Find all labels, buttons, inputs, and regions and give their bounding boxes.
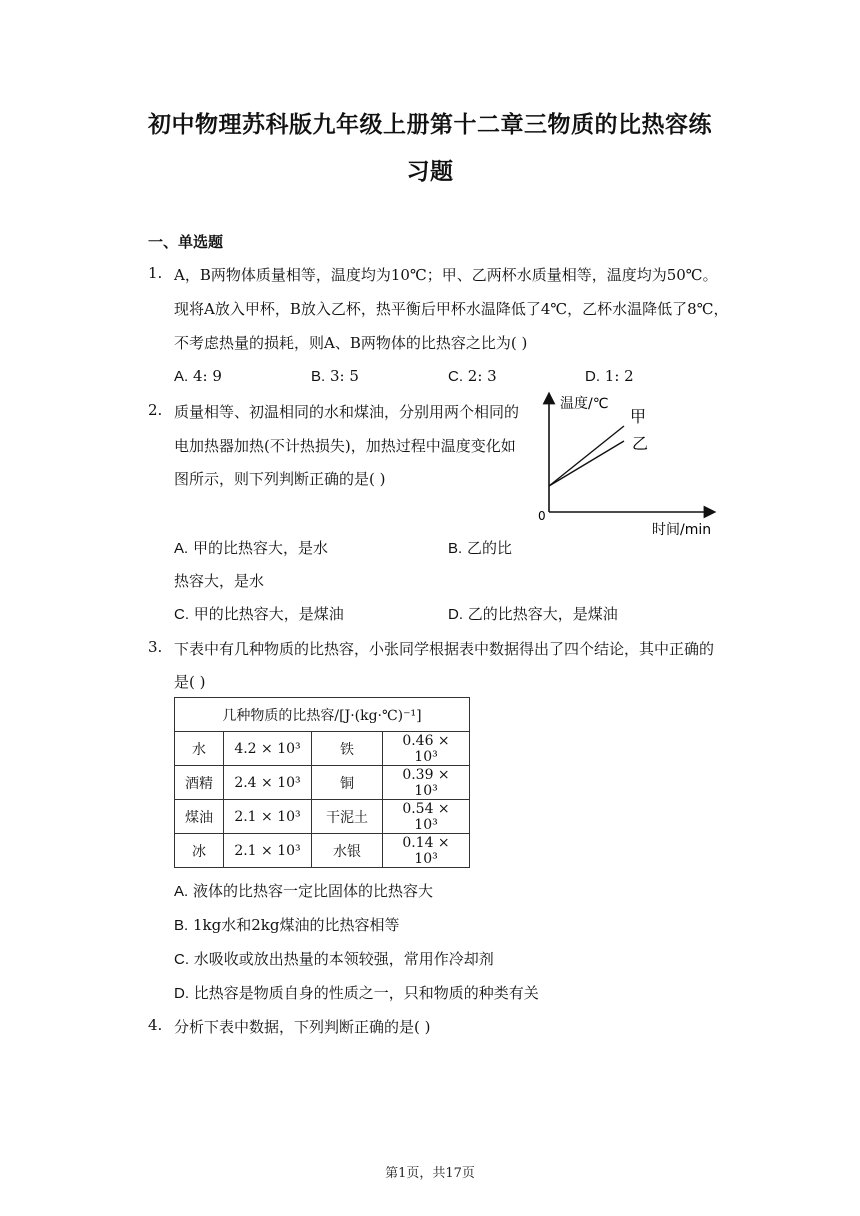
table-cell: 2.4 × 10³ [224, 766, 312, 800]
option-text: 3: 5 [329, 367, 359, 385]
question-2-line: 质量相等、初温相同的水和煤油，分别用两个相同的 [174, 403, 520, 421]
option-label: A. [174, 540, 189, 557]
series-label: 乙 [632, 434, 649, 453]
origin-label: 0 [538, 509, 546, 523]
specific-heat-table [174, 697, 470, 868]
table-cell: 0.46 × 10³ [383, 732, 470, 766]
option-text: 比热容是物质自身的性质之一，只和物质的种类有关 [193, 984, 539, 1002]
table-cell: 冰 [175, 834, 224, 868]
question-3-number: 3. [148, 638, 163, 656]
question-1-option-d[interactable] [585, 367, 634, 385]
option-label: D. [585, 368, 600, 385]
option-label: D. [174, 985, 189, 1002]
option-label: D. [448, 606, 463, 623]
question-2-option-a[interactable] [174, 537, 328, 558]
table-row [175, 732, 470, 766]
page-footer: 第1页，共17页 [385, 1166, 475, 1181]
series-line-yi [549, 441, 624, 486]
table-cell: 干泥土 [312, 800, 383, 834]
option-label: A. [174, 883, 189, 900]
question-3-line: 下表中有几种物质的比热容，小张同学根据表中数据得出了四个结论，其中正确的 [174, 640, 715, 658]
question-2-line: 图所示，则下列判断正确的是( ) [174, 470, 386, 488]
question-3-line: 是( ) [174, 673, 206, 691]
question-2-option-d[interactable] [448, 603, 618, 624]
table-header-cell: 几种物质的比热容/[J·(kg·℃)⁻¹] [175, 698, 470, 732]
question-4-line: 分析下表中数据，下列判断正确的是( ) [174, 1018, 431, 1036]
table-cell: 2.1 × 10³ [224, 800, 312, 834]
page-title: 初中物理苏科版九年级上册第十二章三物质的比热容练 [148, 111, 712, 138]
section-heading: 一、单选题 [148, 233, 224, 251]
series-line-jia [549, 426, 624, 486]
option-text: 1kg水和2kg煤油的比热容相等 [192, 916, 400, 934]
question-2-line: 电加热器加热(不计热损失)，加热过程中温度变化如 [174, 437, 516, 455]
question-2-option-c[interactable] [174, 603, 344, 624]
table-cell: 0.39 × 10³ [383, 766, 470, 800]
option-label: B. [174, 917, 189, 934]
option-text: 甲的比热容大，是煤油 [193, 605, 344, 623]
question-2-option-b-continued: 热容大，是水 [174, 572, 265, 590]
option-text: 乙的比 [466, 539, 512, 557]
temperature-time-chart [530, 390, 720, 540]
table-cell: 0.14 × 10³ [383, 834, 470, 868]
question-2-number: 2. [148, 401, 163, 419]
table-cell: 水 [175, 732, 224, 766]
option-label: C. [174, 951, 189, 968]
option-label: C. [448, 368, 463, 385]
y-axis-label: 温度/℃ [560, 396, 609, 412]
table-cell: 2.1 × 10³ [224, 834, 312, 868]
question-1-number: 1. [148, 264, 163, 282]
option-text: 2: 3 [467, 367, 497, 385]
option-text: 甲的比热容大，是水 [192, 539, 328, 557]
option-text: 乙的比热容大，是煤油 [467, 605, 618, 623]
question-3-option-c[interactable] [174, 948, 494, 969]
table-row [175, 800, 470, 834]
question-1-option-a[interactable] [174, 367, 222, 385]
table-cell: 煤油 [175, 800, 224, 834]
table-cell: 铁 [312, 732, 383, 766]
option-text: 液体的比热容一定比固体的比热容大 [192, 882, 433, 900]
option-text: 1: 2 [604, 367, 634, 385]
option-label: A. [174, 368, 189, 385]
question-3-option-a[interactable] [174, 880, 433, 901]
series-label: 甲 [630, 407, 647, 426]
option-label: B. [311, 368, 326, 385]
table-cell: 4.2 × 10³ [224, 732, 312, 766]
table-row [175, 834, 470, 868]
question-4-number: 4. [148, 1016, 163, 1034]
question-3-option-d[interactable] [174, 982, 539, 1003]
table-row [175, 766, 470, 800]
question-1-option-c[interactable] [448, 367, 497, 385]
table-cell: 铜 [312, 766, 383, 800]
page-title-line2: 习题 [406, 158, 454, 185]
table-header-row [175, 698, 470, 732]
question-1-line: A，B两物体质量相等，温度均为10℃；甲、乙两杯水质量相等，温度均为50℃。 [174, 266, 718, 284]
option-label: B. [448, 540, 463, 557]
option-text: 4: 9 [192, 367, 222, 385]
option-label: C. [174, 606, 189, 623]
table-cell: 酒精 [175, 766, 224, 800]
x-axis-label: 时间/min [652, 522, 712, 538]
table-cell: 0.54 × 10³ [383, 800, 470, 834]
question-1-line: 不考虑热量的损耗，则A、B两物体的比热容之比为( ) [174, 334, 528, 352]
question-1-line: 现将A放入甲杯，B放入乙杯，热平衡后甲杯水温降低了4℃，乙杯水温降低了8℃， [174, 300, 729, 318]
option-text: 水吸收或放出热量的本领较强，常用作冷却剂 [193, 950, 494, 968]
table-cell: 水银 [312, 834, 383, 868]
question-1-option-b[interactable] [311, 367, 359, 385]
question-2-option-b[interactable] [448, 537, 512, 558]
question-3-option-b[interactable] [174, 914, 399, 935]
